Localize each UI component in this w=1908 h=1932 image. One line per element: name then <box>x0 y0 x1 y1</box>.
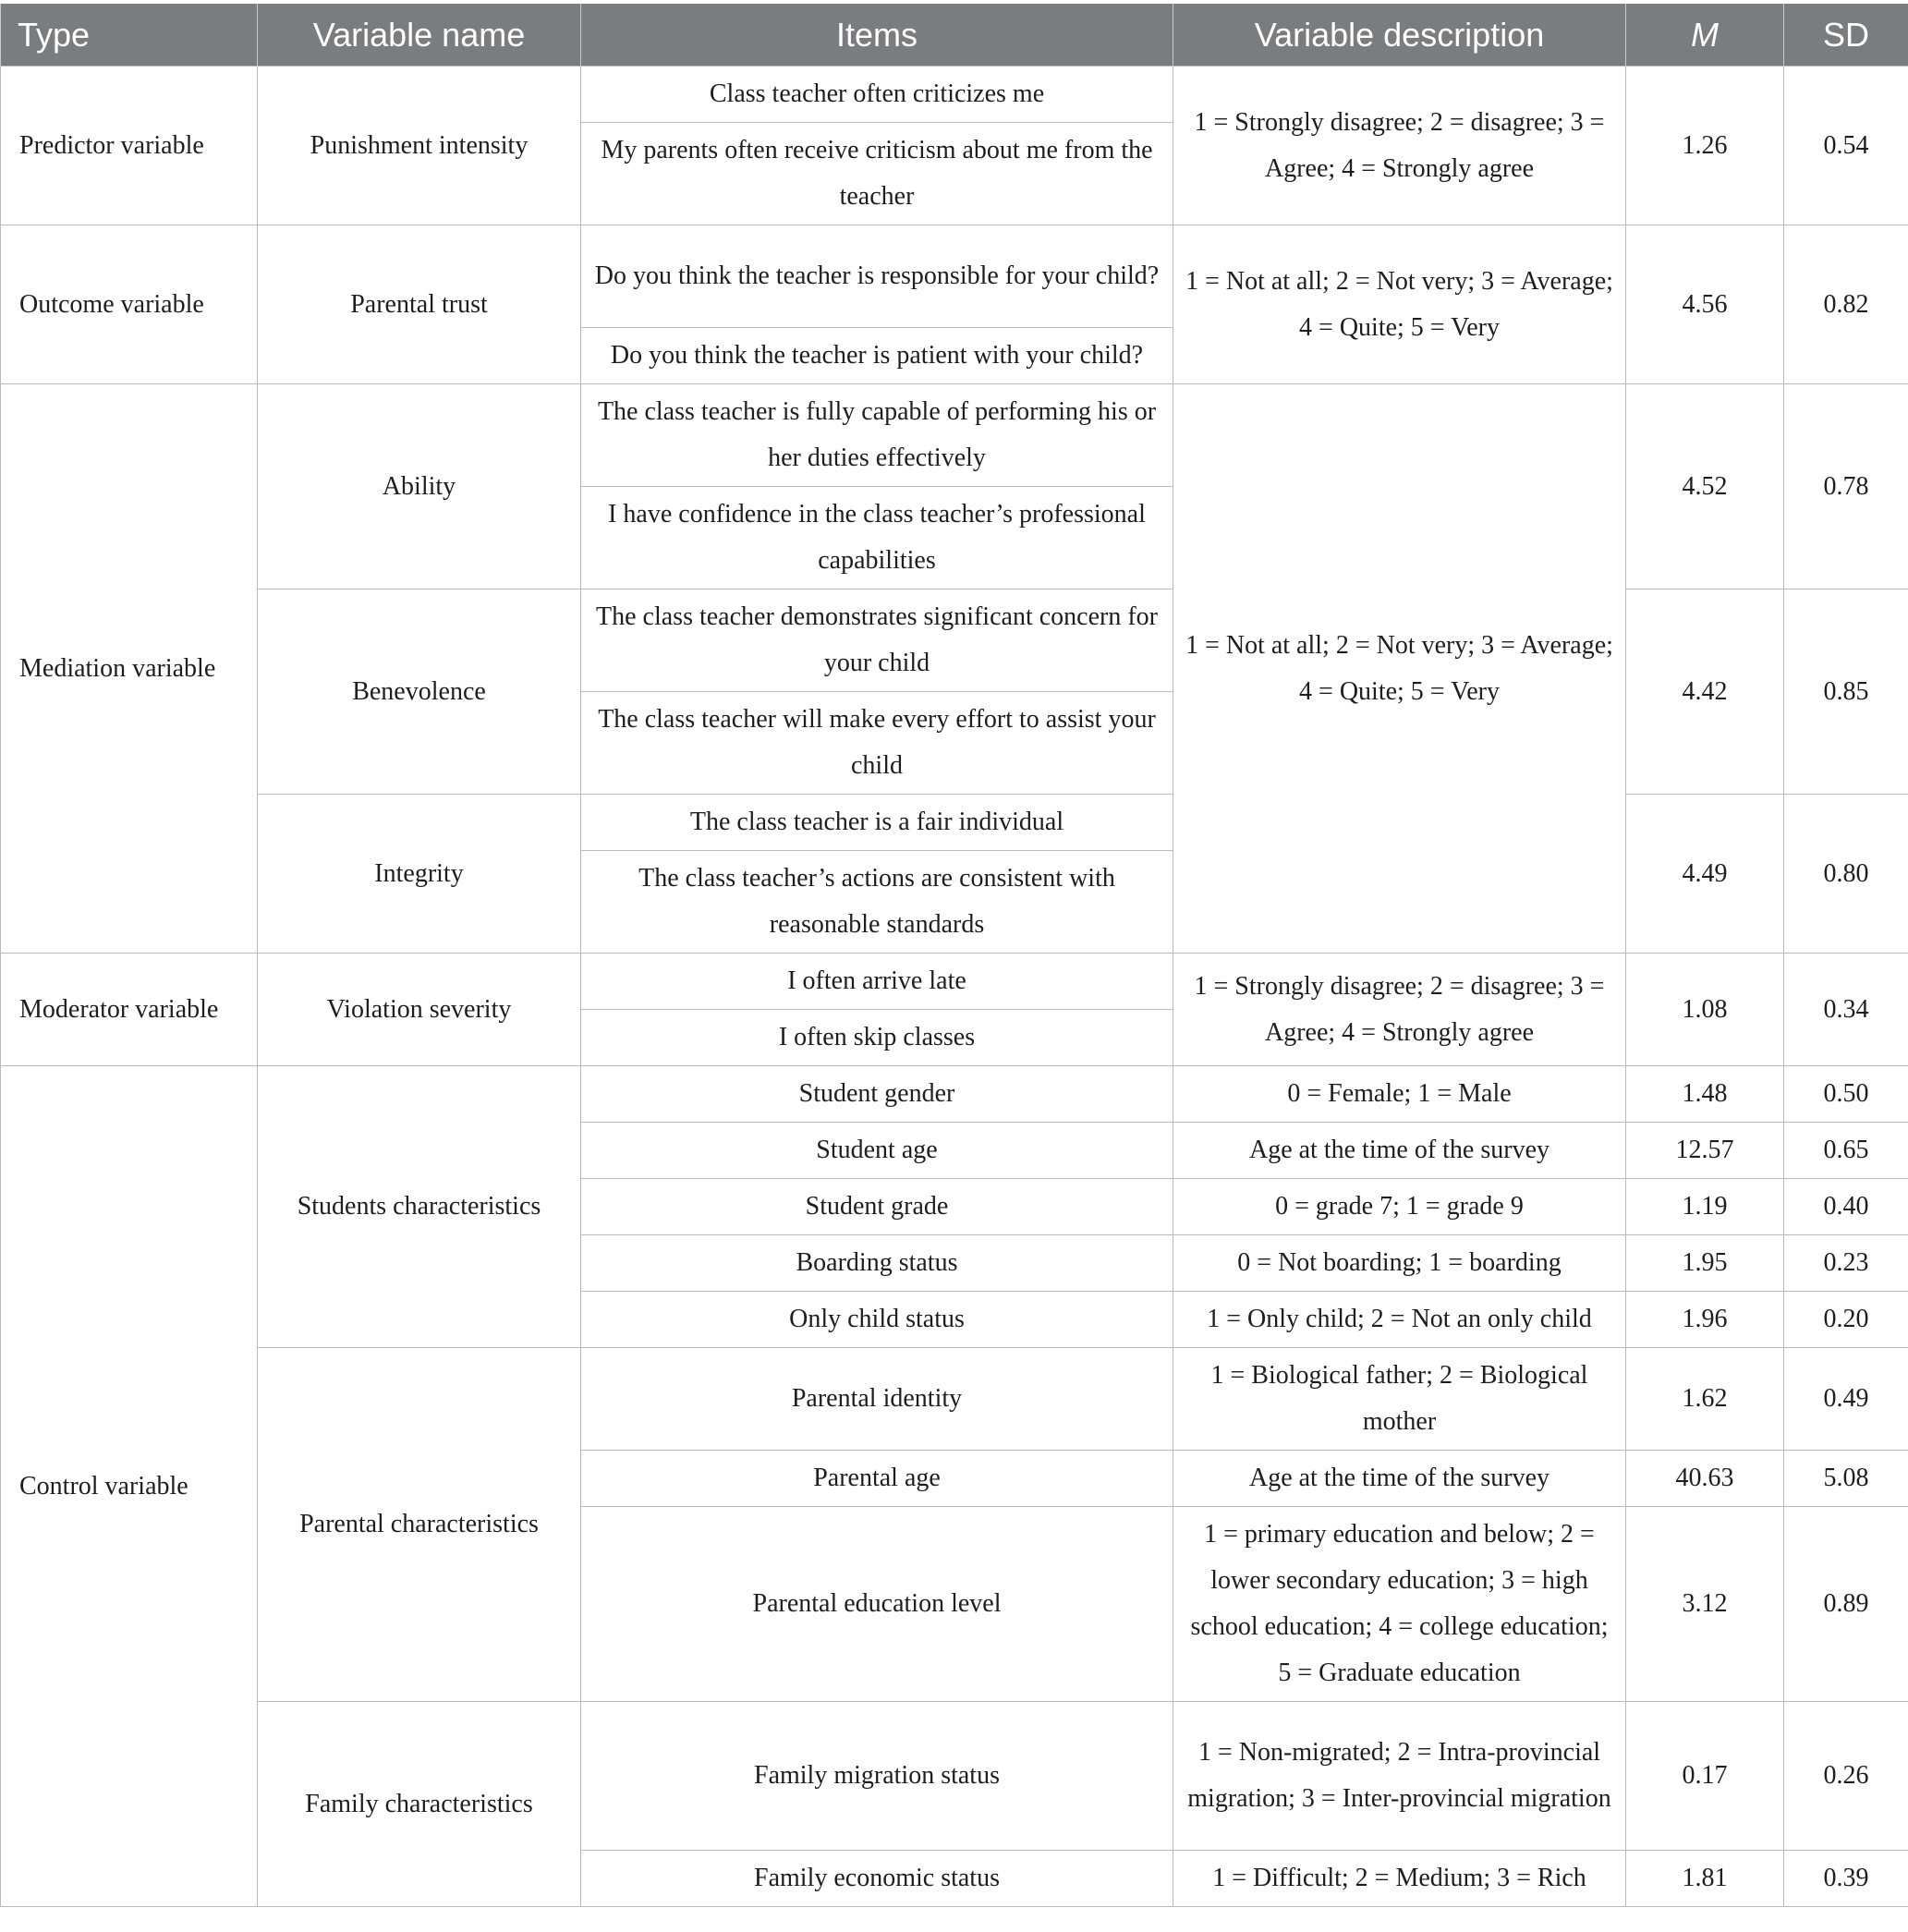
variable-name-cell: Parental characteristics <box>258 1348 581 1702</box>
type-cell: Control variable <box>1 1066 258 1907</box>
m-cell: 12.57 <box>1626 1123 1784 1179</box>
sd-cell: 0.82 <box>1784 225 1908 384</box>
sd-cell: 0.89 <box>1784 1507 1908 1702</box>
description-cell: 0 = grade 7; 1 = grade 9 <box>1173 1179 1626 1235</box>
header-type: Type <box>1 4 258 67</box>
item-cell: My parents often receive criticism about me from the teacher <box>581 123 1173 225</box>
description-cell: 1 = Only child; 2 = Not an only child <box>1173 1292 1626 1348</box>
m-cell: 1.19 <box>1626 1179 1784 1235</box>
description-cell: 1 = Strongly disagree; 2 = disagree; 3 = Agree; 4 = Strongly agree <box>1173 67 1626 225</box>
m-cell: 1.48 <box>1626 1066 1784 1123</box>
item-cell: Only child status <box>581 1292 1173 1348</box>
header-row <box>1 4 1908 67</box>
item-cell: Parental identity <box>581 1348 1173 1451</box>
variables-table <box>0 4 1908 1907</box>
table-row <box>1 954 1908 1010</box>
sd-cell: 0.85 <box>1784 589 1908 795</box>
type-cell: Moderator variable <box>1 954 258 1066</box>
item-cell: The class teacher will make every effort to assist your child <box>581 692 1173 795</box>
header-variable-description: Variable description <box>1173 4 1626 67</box>
sd-cell: 0.50 <box>1784 1066 1908 1123</box>
m-cell: 1.08 <box>1626 954 1784 1066</box>
m-cell: 0.17 <box>1626 1702 1784 1851</box>
variable-name-cell: Students characteristics <box>258 1066 581 1348</box>
header-items: Items <box>581 4 1173 67</box>
item-cell: Family migration status <box>581 1702 1173 1851</box>
description-cell: 1 = Difficult; 2 = Medium; 3 = Rich <box>1173 1851 1626 1907</box>
type-cell: Outcome variable <box>1 225 258 384</box>
sd-cell: 0.20 <box>1784 1292 1908 1348</box>
variable-name-cell: Family characteristics <box>258 1702 581 1907</box>
item-cell: The class teacher is a fair individual <box>581 795 1173 851</box>
sd-cell: 0.26 <box>1784 1702 1908 1851</box>
m-cell: 1.62 <box>1626 1348 1784 1451</box>
item-cell: Parental age <box>581 1451 1173 1507</box>
description-cell: 1 = Biological father; 2 = Biological mother <box>1173 1348 1626 1451</box>
item-cell: The class teacher is fully capable of performing his or her duties effectively <box>581 384 1173 487</box>
sd-cell: 0.40 <box>1784 1179 1908 1235</box>
item-cell: Boarding status <box>581 1235 1173 1292</box>
m-cell: 1.95 <box>1626 1235 1784 1292</box>
item-cell: I have confidence in the class teacher’s professional capabilities <box>581 487 1173 589</box>
item-cell: Student age <box>581 1123 1173 1179</box>
item-cell: Do you think the teacher is patient with your child? <box>581 328 1173 384</box>
m-cell: 4.56 <box>1626 225 1784 384</box>
m-cell: 40.63 <box>1626 1451 1784 1507</box>
variable-name-cell: Integrity <box>258 795 581 954</box>
m-cell: 4.52 <box>1626 384 1784 589</box>
table-row <box>1 1348 1908 1451</box>
m-cell: 4.49 <box>1626 795 1784 954</box>
description-cell: 0 = Female; 1 = Male <box>1173 1066 1626 1123</box>
table-row <box>1 1066 1908 1123</box>
type-cell: Predictor variable <box>1 67 258 225</box>
header-m: M <box>1626 4 1784 67</box>
description-cell: 1 = Strongly disagree; 2 = disagree; 3 = Agree; 4 = Strongly agree <box>1173 954 1626 1066</box>
item-cell: I often skip classes <box>581 1010 1173 1066</box>
item-cell: The class teacher demonstrates significant concern for your child <box>581 589 1173 692</box>
description-cell: Age at the time of the survey <box>1173 1123 1626 1179</box>
sd-cell: 0.78 <box>1784 384 1908 589</box>
description-cell: 1 = primary education and below; 2 = lower secondary education; 3 = high school education; 4 = college education; 5 = Graduate education <box>1173 1507 1626 1702</box>
description-cell: 1 = Not at all; 2 = Not very; 3 = Average; 4 = Quite; 5 = Very <box>1173 225 1626 384</box>
m-cell: 1.96 <box>1626 1292 1784 1348</box>
m-cell: 1.26 <box>1626 67 1784 225</box>
item-cell: Student gender <box>581 1066 1173 1123</box>
header-variable-name: Variable name <box>258 4 581 67</box>
description-cell: 0 = Not boarding; 1 = boarding <box>1173 1235 1626 1292</box>
item-cell: Student grade <box>581 1179 1173 1235</box>
table-row <box>1 1702 1908 1851</box>
variable-name-cell: Punishment intensity <box>258 67 581 225</box>
description-cell: 1 = Not at all; 2 = Not very; 3 = Average; 4 = Quite; 5 = Very <box>1173 384 1626 954</box>
sd-cell: 0.39 <box>1784 1851 1908 1907</box>
variable-name-cell: Parental trust <box>258 225 581 384</box>
sd-cell: 0.65 <box>1784 1123 1908 1179</box>
item-cell: Do you think the teacher is responsible for your child? <box>581 225 1173 328</box>
description-cell: Age at the time of the survey <box>1173 1451 1626 1507</box>
table-row <box>1 225 1908 328</box>
sd-cell: 5.08 <box>1784 1451 1908 1507</box>
item-cell: The class teacher’s actions are consistent with reasonable standards <box>581 851 1173 954</box>
description-cell: 1 = Non-migrated; 2 = Intra-provincial migration; 3 = Inter-provincial migration <box>1173 1702 1626 1851</box>
item-cell: Family economic status <box>581 1851 1173 1907</box>
variable-name-cell: Violation severity <box>258 954 581 1066</box>
sd-cell: 0.54 <box>1784 67 1908 225</box>
type-cell: Mediation variable <box>1 384 258 954</box>
sd-cell: 0.49 <box>1784 1348 1908 1451</box>
item-cell: Class teacher often criticizes me <box>581 67 1173 123</box>
table-row <box>1 384 1908 487</box>
sd-cell: 0.34 <box>1784 954 1908 1066</box>
header-sd: SD <box>1784 4 1908 67</box>
item-cell: I often arrive late <box>581 954 1173 1010</box>
m-cell: 4.42 <box>1626 589 1784 795</box>
m-cell: 3.12 <box>1626 1507 1784 1702</box>
m-cell: 1.81 <box>1626 1851 1784 1907</box>
table-row <box>1 67 1908 123</box>
variable-name-cell: Ability <box>258 384 581 589</box>
sd-cell: 0.23 <box>1784 1235 1908 1292</box>
item-cell: Parental education level <box>581 1507 1173 1702</box>
variable-name-cell: Benevolence <box>258 589 581 795</box>
sd-cell: 0.80 <box>1784 795 1908 954</box>
variables-table-container <box>0 4 1908 1907</box>
